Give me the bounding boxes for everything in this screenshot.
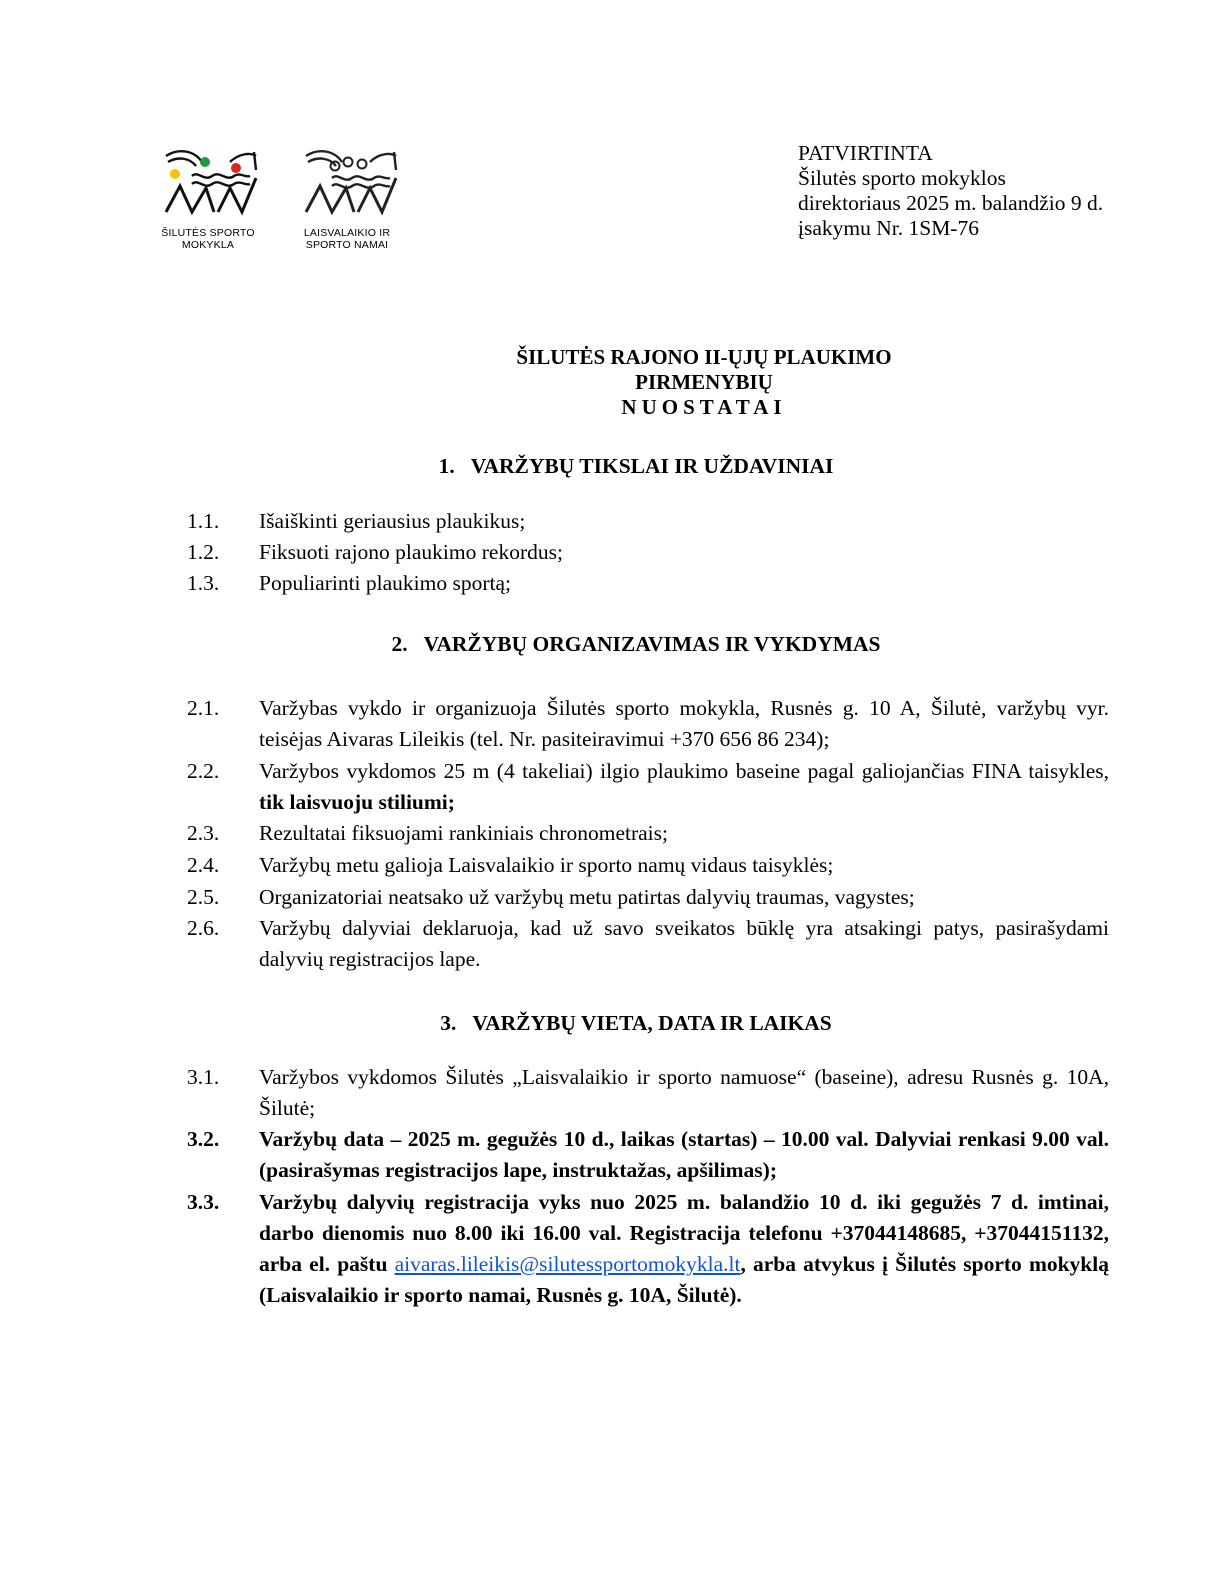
item-text-part: Varžybos vykdomos 25 m (4 takeliai) ilgio plaukimo baseine pagal galiojančias FINA taisykles,: [259, 759, 1109, 783]
title-line: PIRMENYBIŲ: [635, 370, 773, 394]
item-text-part: Varžybų dalyvių registracija vyks nuo 2025 m. balandžio 10 d. iki gegužės 7 d. imtinai, darbo dienomis nuo 8.00 iki 16.00 val. Registracija telefonu +37044148685, +37044151132, arba el. paštu: [259, 1190, 1109, 1276]
item-text: [259, 1187, 1109, 1311]
approval-label: PATVIRTINTA: [798, 141, 933, 165]
section-title: VARŽYBŲ VIETA, DATA IR LAIKAS: [472, 1011, 832, 1035]
logo-caption-line: MOKYKLA: [181, 238, 235, 251]
approval-line: Šilutės sporto mokyklos: [798, 166, 1006, 190]
logo-caption-line: ŠILUTĖS SPORTO: [161, 227, 255, 239]
document-title: [0, 345, 1224, 420]
item-number: 2.5.: [187, 885, 220, 909]
item-text: Organizatoriai neatsako už varžybų metu patirtas dalyvių traumas, vagystes;: [259, 885, 915, 909]
title-line: ŠILUTĖS RAJONO II-ŲJŲ PLAUKIMO: [516, 345, 892, 369]
item-text: Rezultatai fiksuojami rankiniais chronometrais;: [259, 821, 668, 845]
logos: [162, 148, 412, 260]
item-text-part: , arba atvykus į Šilutės sporto mokyklą (Laisvalaikio ir sporto namai, Rusnės g. 10A, Šilutė).: [259, 1252, 1109, 1307]
item-text: [259, 756, 1109, 818]
list-item: [187, 882, 1109, 913]
item-text-bold: tik laisvuoju stiliumi;: [259, 790, 455, 814]
list-item: [187, 818, 1109, 849]
section-number: 1.: [438, 454, 455, 478]
item-number: 2.1.: [187, 696, 220, 720]
laisvalaikio-ir-sporto-namai-logo: [302, 148, 406, 256]
list-item: [187, 568, 1109, 599]
list-item: [187, 913, 1109, 975]
list-item: [187, 506, 1109, 537]
section-heading: [0, 451, 1224, 482]
section-number: 3.: [440, 1011, 457, 1035]
list-item: [187, 693, 1109, 755]
item-text: Varžybų metu galioja Laisvalaikio ir sporto namų vidaus taisyklės;: [259, 853, 834, 877]
section-number: 2.: [391, 632, 408, 656]
section-heading: [0, 629, 1224, 660]
approval-line: direktoriaus 2025 m. balandžio 9 d.: [798, 191, 1104, 215]
logo-caption: [156, 228, 260, 251]
list-item: [187, 537, 1109, 568]
item-text: Populiarinti plaukimo sportą;: [259, 571, 512, 595]
list-item: [187, 1187, 1109, 1311]
swimmers-emblem-icon: [162, 148, 262, 228]
section-title: VARŽYBŲ TIKSLAI IR UŽDAVINIAI: [470, 454, 834, 478]
approval-line: įsakymu Nr. 1SM-76: [798, 216, 979, 240]
item-number: 3.1.: [187, 1065, 220, 1089]
list-item: [187, 1124, 1109, 1186]
section-heading: [0, 1008, 1224, 1039]
swimmers-emblem-icon: [302, 148, 402, 228]
logo-caption: [302, 228, 392, 251]
item-number: 3.2.: [187, 1127, 220, 1151]
item-number: 3.3.: [187, 1190, 220, 1214]
item-number: 2.2.: [187, 759, 220, 783]
item-text: Išaiškinti geriausius plaukikus;: [259, 509, 526, 533]
item-number: 1.2.: [187, 540, 220, 564]
item-text: Varžybas vykdo ir organizuoja Šilutės sporto mokykla, Rusnės g. 10 A, Šilutė, varžybų vyr. teisėjas Aivaras Lileikis (tel. Nr. pasiteiravimui +370 656 86 234);: [259, 696, 1109, 751]
item-number: 2.3.: [187, 821, 220, 845]
approval-block: [798, 141, 1103, 241]
logo-caption-line: LAISVALAIKIO IR: [303, 227, 391, 239]
item-text: Varžybų dalyviai deklaruoja, kad už savo sveikatos būklę yra atsakingi patys, pasirašydami dalyvių registracijos lape.: [259, 916, 1109, 971]
item-number: 1.3.: [187, 571, 220, 595]
silutes-sporto-mokykla-logo: [162, 148, 266, 256]
item-text: Varžybos vykdomos Šilutės „Laisvalaikio ir sporto namuose“ (baseine), adresu Rusnės g. 10A, Šilutė;: [259, 1065, 1109, 1120]
item-text: Fiksuoti rajono plaukimo rekordus;: [259, 540, 563, 564]
item-number: 2.4.: [187, 853, 220, 877]
item-text: Varžybų data – 2025 m. gegužės 10 d., laikas (startas) – 10.00 val. Dalyviai renkasi 9.00 val. (pasirašymas registracijos lape, instruktažas, apšilimas);: [259, 1127, 1109, 1182]
email-link[interactable]: aivaras.lileikis@silutessportomokykla.lt: [394, 1252, 741, 1276]
list-item: [187, 1062, 1109, 1124]
list-item: [187, 850, 1109, 881]
logo-caption-line: SPORTO NAMAI: [305, 238, 389, 251]
item-number: 1.1.: [187, 509, 220, 533]
section-title: VARŽYBŲ ORGANIZAVIMAS IR VYKDYMAS: [423, 632, 881, 656]
list-item: [187, 756, 1109, 818]
item-number: 2.6.: [187, 916, 220, 940]
title-line: NUOSTATAI: [621, 395, 787, 419]
